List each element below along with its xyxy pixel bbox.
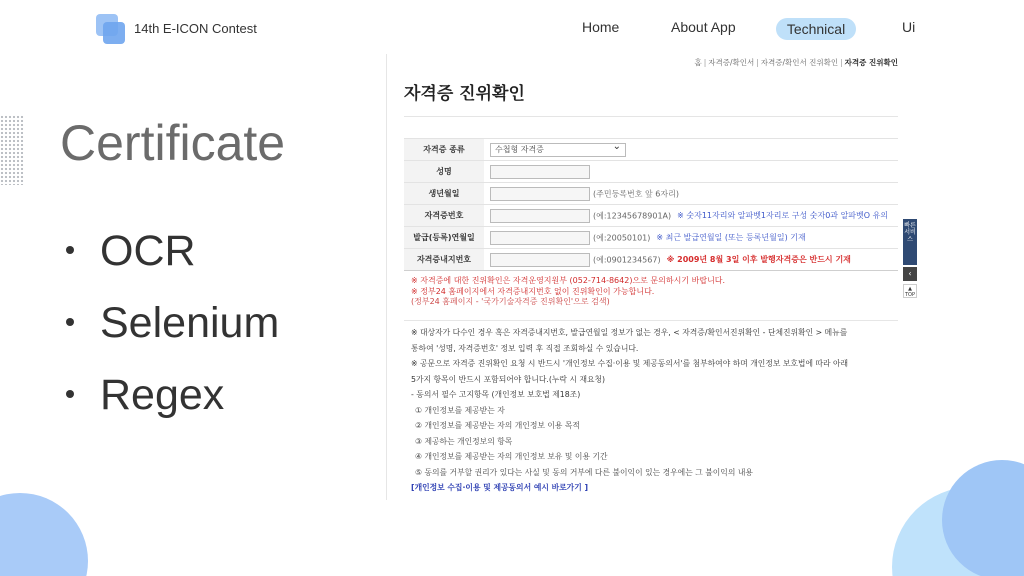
breadcrumb-current: 자격증 진위확인	[844, 58, 898, 67]
bullet-item: OCR	[66, 226, 279, 298]
slide-title: Certificate	[60, 115, 286, 171]
field-hint: (예:20050101)	[593, 233, 651, 242]
info-line: ② 개인정보를 제공받는 자의 개인정보 이용 목적	[415, 421, 580, 430]
certificate-number-field[interactable]	[490, 209, 590, 223]
chevron-left-icon[interactable]: ‹	[903, 267, 917, 281]
divider	[404, 116, 898, 117]
issue-date-field[interactable]	[490, 231, 590, 245]
nav-ui[interactable]: Ui	[902, 19, 916, 35]
certificate-type-select[interactable]: 수첩형 자격증 ⌄	[490, 143, 626, 157]
name-field[interactable]	[490, 165, 590, 179]
info-line: ※ 대상자가 다수인 경우 혹은 자격증내지번호, 발급연월일 정보가 없는 경우, < 자격증/확인서진위확인 - 단체진위확인 > 메뉴를	[411, 328, 848, 337]
nav-home[interactable]: Home	[582, 19, 620, 35]
page-title: 자격증 진위확인	[404, 84, 525, 104]
decorative-dots	[0, 115, 24, 185]
breadcrumb-home[interactable]: 홈	[694, 58, 702, 67]
nav-technical[interactable]: Technical	[776, 18, 856, 40]
notice-block	[411, 276, 725, 308]
field-label: 자격증내지번호	[404, 249, 484, 271]
brand-name: 14th E-ICON Contest	[134, 21, 257, 36]
breadcrumb-item[interactable]: 자격증/확인서 진위확인	[760, 58, 839, 67]
breadcrumb: 홈 | 자격증/확인서 | 자격증/확인서 진위확인 | 자격증 진위확인	[694, 58, 898, 67]
notice-line: (정부24 홈페이지 - '국가기술자격증 진위확인'으로 검색)	[411, 297, 610, 306]
embedded-screenshot	[386, 54, 904, 500]
bullet-item: Selenium	[66, 298, 279, 370]
field-hint: (주민등록번호 앞 6자리)	[593, 189, 679, 198]
info-text	[411, 325, 895, 496]
decorative-circle	[0, 493, 88, 576]
field-label: 발급(등록)연월일	[404, 227, 484, 249]
field-hint: (예:0901234567)	[593, 255, 661, 264]
notice-line: ※ 자격증에 대한 진위확인은 자격운영지원부 (052-714-8642)으로 문의하시기 바랍니다.	[411, 276, 726, 285]
consent-form-link[interactable]: [개인정보 수집·이용 및 제공동의서 예시 바로가기 ]	[411, 483, 589, 492]
field-hint: (예:12345678901A)	[593, 211, 672, 220]
top-label: TOP	[904, 292, 915, 298]
info-line: ① 개인정보를 제공받는 자	[415, 405, 505, 415]
info-line: 5가지 항목이 반드시 포함되어야 합니다.(누락 시 재요청)	[411, 374, 606, 384]
field-label: 성명	[404, 161, 484, 183]
field-note: ※ 숫자11자리와 알파벳1자리로 구성 숫자0과 알파벳O 유의	[677, 211, 889, 220]
quick-menu-button[interactable]: 빠른서비스	[903, 219, 917, 265]
info-line: ④ 개인정보를 제공받는 자의 개인정보 보유 및 이용 기간	[415, 452, 608, 461]
info-line: ※ 공문으로 자격증 진위확인 요청 시 반드시 '개인정보 수집·이용 및 제공동의서'를 첨부하여야 하며 개인정보 보호법에 따라 아래	[411, 359, 849, 368]
field-label: 자격증 종류	[404, 139, 484, 161]
divider	[404, 320, 898, 321]
bullet-list	[66, 226, 279, 442]
birthdate-field[interactable]	[490, 187, 590, 201]
verification-form	[404, 138, 898, 271]
brand-logo	[96, 14, 126, 44]
info-line: ⑤ 동의를 거부할 권리가 있다는 사실 및 동의 거부에 다른 불이익이 있는 경우에는 그 불이익의 내용	[415, 467, 753, 477]
notice-line: ※ 정부24 홈페이지에서 자격증내지번호 없이 진위확인이 가능합니다.	[411, 286, 655, 296]
breadcrumb-item[interactable]: 자격증/확인서	[708, 58, 755, 67]
field-label: 생년월일	[404, 183, 484, 205]
info-line: 통하여 '성명, 자격증번호' 정보 입력 후 직접 조회하실 수 있습니다.	[411, 343, 639, 353]
scroll-top-button[interactable]: ▲ TOP	[904, 286, 915, 298]
field-warning: ※ 2009년 8월 3일 이후 발행자격증은 반드시 기재	[666, 255, 851, 264]
bullet-item: Regex	[66, 370, 279, 442]
info-line: ③ 제공하는 개인정보의 항목	[415, 436, 513, 446]
inner-number-field[interactable]	[490, 253, 590, 267]
field-label: 자격증번호	[404, 205, 484, 227]
field-note: ※ 최근 발급연월일 (또는 등록년월일) 기재	[656, 233, 806, 242]
nav-about-app[interactable]: About App	[671, 19, 736, 35]
info-line: - 동의서 필수 고지항목 (개인정보 보호법 제18조)	[411, 390, 581, 399]
